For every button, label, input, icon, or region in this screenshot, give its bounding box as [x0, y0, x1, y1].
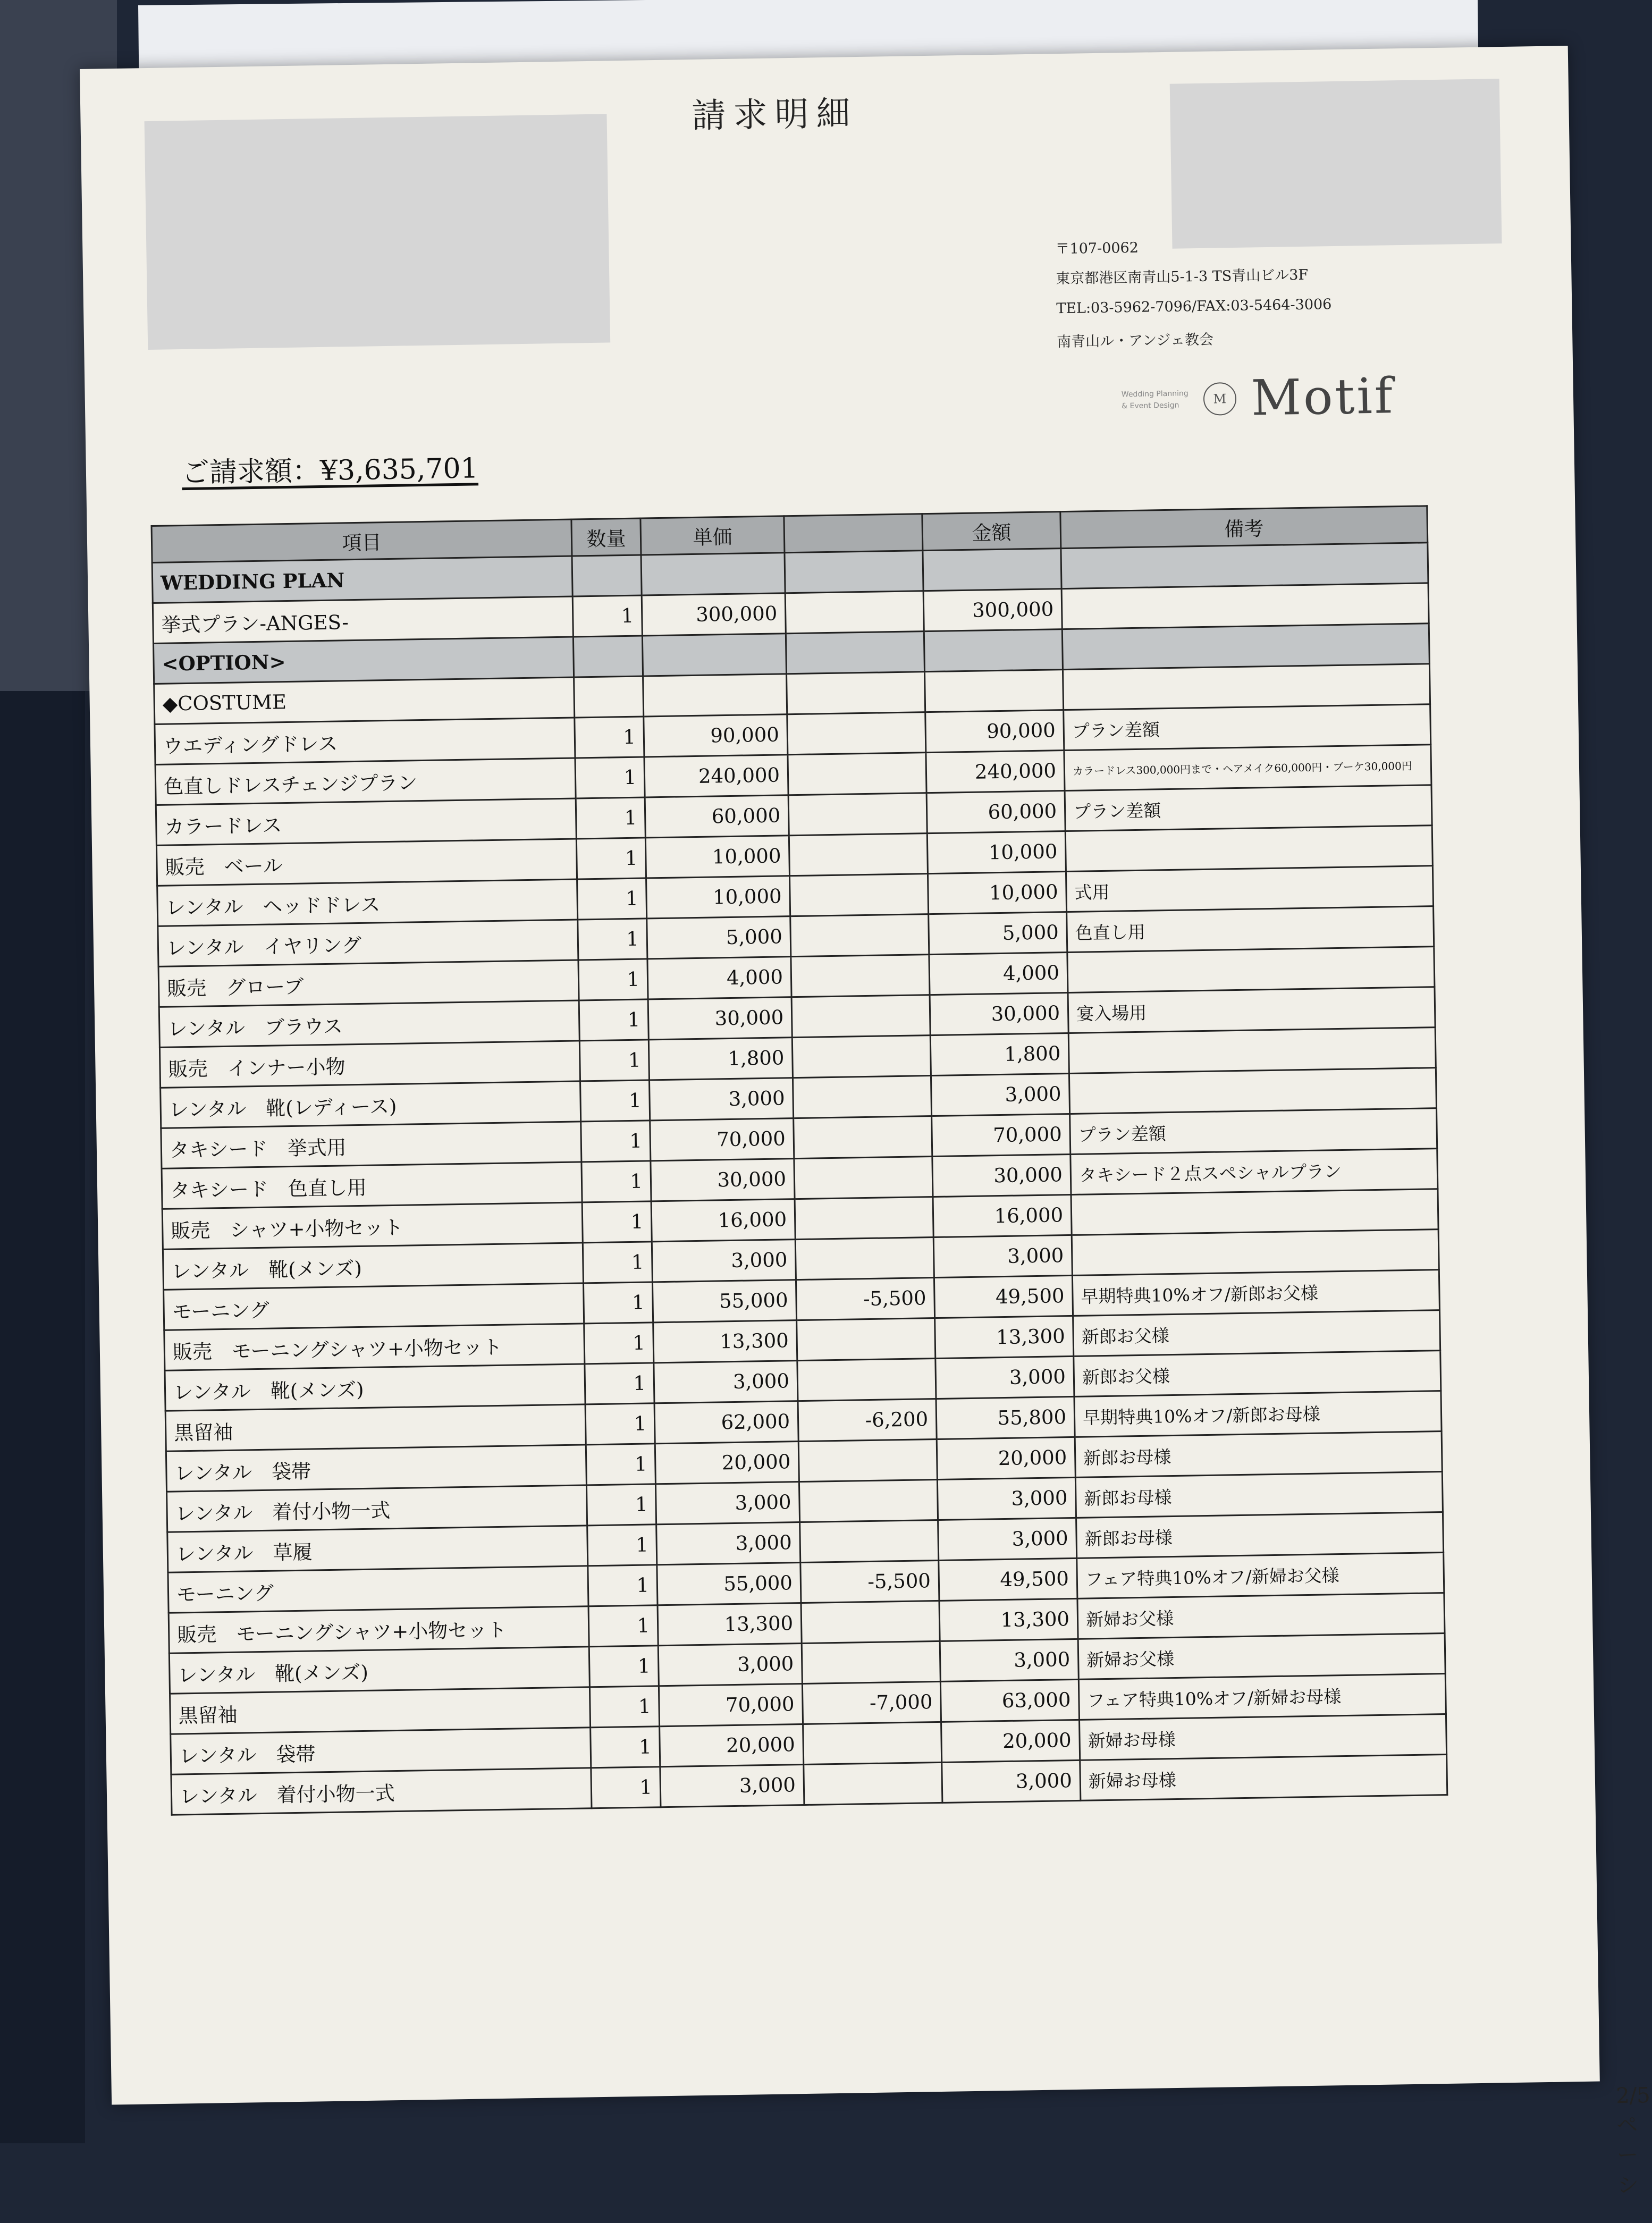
item-amount: 3,000 [940, 1639, 1078, 1681]
item-remarks [1061, 583, 1429, 629]
item-name: レンタル ブラウス [159, 1000, 579, 1047]
item-name: 黒留袖 [165, 1404, 586, 1451]
header-remarks: 備考 [1060, 506, 1428, 549]
item-remarks: 新郎お父様 [1073, 1310, 1440, 1357]
item-qty: 1 [578, 959, 648, 1000]
item-unit-price: 60,000 [645, 795, 789, 838]
item-name: 販売 シャツ+小物セット [162, 1202, 583, 1249]
item-unit-price: 3,000 [656, 1522, 800, 1565]
item-amount: 4,000 [929, 953, 1068, 995]
item-qty: 1 [582, 1201, 652, 1243]
invoice-table-body [152, 543, 1447, 1815]
item-discount [791, 955, 930, 997]
item-name: レンタル 袋帯 [166, 1445, 586, 1492]
item-name: 販売 モーニングシャツ+小物セット [168, 1606, 589, 1653]
invoice-table [150, 505, 1448, 1815]
item-unit-price: 240,000 [644, 755, 788, 797]
empty-cell [785, 551, 923, 593]
item-discount: -5,500 [800, 1560, 939, 1603]
item-discount [801, 1601, 940, 1643]
item-unit-price: 20,000 [655, 1442, 799, 1484]
street-address: 東京都港区南青山5-1-3 TS青山ビル3F [1056, 266, 1309, 288]
item-name: モーニング [168, 1566, 588, 1613]
item-remarks [1069, 1068, 1436, 1114]
item-remarks: 早期特典10%オフ/新郎お父様 [1072, 1270, 1439, 1316]
item-qty: 1 [586, 1484, 656, 1526]
item-name: レンタル 靴(メンズ) [169, 1647, 589, 1694]
item-qty: 1 [585, 1403, 655, 1445]
item-discount [794, 1116, 932, 1159]
item-remarks: 色直し用 [1067, 906, 1434, 953]
item-unit-price: 70,000 [650, 1118, 794, 1161]
header-amount: 金額 [922, 512, 1061, 551]
section-label: ◆COSTUME [154, 677, 575, 724]
item-name: レンタル イヤリング [158, 920, 578, 966]
item-discount: -6,200 [798, 1399, 937, 1442]
item-name: タキシード 挙式用 [161, 1122, 581, 1168]
item-amount: 3,000 [933, 1235, 1072, 1277]
item-amount: 3,000 [942, 1760, 1081, 1803]
item-remarks: 新婦お父様 [1078, 1633, 1445, 1680]
item-name: レンタル 靴(メンズ) [165, 1364, 585, 1411]
item-amount: 60,000 [926, 791, 1065, 833]
item-amount: 30,000 [930, 993, 1068, 1035]
item-unit-price: 1,800 [648, 1038, 793, 1080]
item-amount: 20,000 [937, 1437, 1075, 1479]
item-remarks [1072, 1230, 1439, 1276]
empty-cell [924, 629, 1063, 672]
item-amount: 49,500 [939, 1558, 1077, 1601]
item-name: 販売 グローブ [158, 960, 579, 1007]
item-unit-price: 10,000 [645, 836, 789, 878]
item-discount: -5,500 [796, 1278, 934, 1320]
item-unit-price: 3,000 [652, 1240, 796, 1282]
item-qty: 1 [588, 1565, 658, 1606]
item-unit-price: 70,000 [659, 1684, 803, 1727]
item-unit-price: 55,000 [652, 1280, 796, 1323]
item-discount: -7,000 [802, 1681, 941, 1724]
item-discount [804, 1762, 942, 1805]
item-discount [791, 995, 930, 1038]
item-name: レンタル 袋帯 [171, 1728, 591, 1774]
item-name: 販売 インナー小物 [159, 1041, 580, 1088]
empty-cell [787, 672, 925, 714]
phone-fax: TEL:03-5962-7096/FAX:03-5464-3006 [1056, 296, 1332, 317]
item-name: レンタル 靴(メンズ) [163, 1243, 583, 1290]
item-remarks [1068, 1028, 1436, 1074]
item-remarks [1065, 826, 1432, 872]
item-unit-price: 30,000 [651, 1159, 795, 1201]
item-qty: 1 [591, 1727, 660, 1768]
header-qty: 数量 [571, 518, 641, 556]
item-remarks: 新婦お母様 [1080, 1754, 1447, 1800]
empty-cell [1063, 664, 1430, 710]
item-discount [790, 914, 929, 957]
item-name: 販売 モーニングシャツ+小物セット [164, 1324, 585, 1370]
item-amount: 63,000 [940, 1679, 1079, 1722]
item-amount: 13,300 [935, 1316, 1074, 1358]
header-item: 項目 [151, 519, 572, 562]
item-amount: 300,000 [923, 589, 1062, 631]
item-qty: 1 [588, 1605, 658, 1647]
item-unit-price: 20,000 [660, 1724, 804, 1767]
item-discount [797, 1359, 936, 1401]
amount-due: ご請求額：¥3,635,701 [181, 452, 479, 490]
item-qty: 1 [581, 1161, 651, 1202]
redacted-block-right [1170, 79, 1502, 249]
motif-logo [1121, 367, 1395, 428]
item-amount: 49,500 [934, 1275, 1073, 1318]
empty-cell [643, 674, 787, 717]
item-unit-price: 55,000 [657, 1563, 801, 1605]
item-unit-price: 13,300 [653, 1320, 797, 1363]
item-unit-price: 3,000 [655, 1482, 799, 1525]
item-remarks: 式用 [1066, 866, 1433, 912]
empty-cell [1061, 543, 1428, 589]
item-amount: 3,000 [931, 1073, 1069, 1116]
item-amount: 3,000 [937, 1477, 1076, 1520]
item-unit-price: 3,000 [654, 1361, 798, 1403]
item-unit-price: 13,300 [658, 1603, 802, 1646]
item-discount [795, 1197, 933, 1240]
item-discount [800, 1520, 939, 1562]
empty-cell [1062, 624, 1429, 670]
item-discount [794, 1157, 933, 1199]
postal-code: 〒107-0062 [1055, 239, 1139, 258]
header-discount [784, 514, 923, 553]
item-qty: 1 [589, 1646, 659, 1687]
item-name: 黒留袖 [170, 1687, 591, 1734]
item-qty: 1 [576, 838, 646, 879]
item-discount [793, 1076, 931, 1118]
item-name: レンタル 草履 [167, 1526, 588, 1572]
item-amount: 3,000 [935, 1356, 1074, 1399]
item-qty: 1 [578, 919, 647, 960]
item-name: レンタル 靴(レディース) [161, 1081, 581, 1128]
item-name: レンタル ヘッドドレス [157, 879, 578, 926]
item-remarks: フェア特典10%オフ/新婦お父様 [1077, 1553, 1444, 1599]
logo-mark-icon: M [1203, 382, 1236, 415]
item-name: 販売 ベール [156, 839, 577, 886]
item-qty: 1 [579, 999, 648, 1041]
item-discount [798, 1439, 937, 1481]
item-name: タキシード 色直し用 [162, 1162, 582, 1209]
item-unit-price: 3,000 [658, 1644, 802, 1686]
item-remarks: 早期特典10%オフ/新郎お母様 [1074, 1391, 1442, 1437]
item-unit-price: 90,000 [644, 714, 788, 757]
empty-cell [641, 553, 785, 595]
item-discount [788, 753, 926, 795]
item-qty: 1 [583, 1282, 653, 1324]
item-qty: 1 [587, 1525, 657, 1566]
item-remarks: タキシード２点スペシャルプラン [1071, 1149, 1438, 1195]
item-unit-price: 30,000 [648, 997, 792, 1040]
item-unit-price: 10,000 [646, 876, 790, 919]
item-qty: 1 [577, 878, 647, 920]
item-remarks: 新郎お父様 [1074, 1351, 1441, 1397]
item-discount [795, 1237, 934, 1280]
item-unit-price: 3,000 [660, 1765, 804, 1807]
item-amount: 20,000 [941, 1720, 1080, 1762]
item-amount: 30,000 [932, 1154, 1071, 1197]
item-remarks: プラン差額 [1064, 704, 1431, 751]
logo-tagline: Wedding Planning & Event Design [1121, 389, 1189, 410]
item-unit-price: 5,000 [647, 916, 791, 959]
item-name: レンタル 着付小物一式 [167, 1485, 587, 1532]
item-amount: 10,000 [927, 831, 1066, 874]
item-qty: 1 [584, 1323, 654, 1364]
item-amount: 16,000 [933, 1194, 1072, 1237]
item-qty: 1 [589, 1686, 659, 1728]
item-qty: 1 [572, 595, 642, 637]
empty-cell [573, 636, 643, 677]
item-remarks: カラードレス300,000円まで・ヘアメイク60,000円・ブーケ30,000円 [1064, 745, 1431, 791]
item-qty: 1 [575, 717, 644, 758]
item-name: ウエディングドレス [155, 718, 575, 764]
item-name: 挙式プラン-ANGES- [153, 596, 573, 643]
item-unit-price: 4,000 [647, 957, 791, 999]
item-remarks: フェア特典10%オフ/新婦お母様 [1078, 1674, 1446, 1720]
item-qty: 1 [579, 1040, 649, 1081]
item-discount [789, 833, 928, 876]
item-amount: 55,800 [936, 1396, 1075, 1439]
church-name: 南青山ル・アンジェ教会 [1057, 331, 1214, 351]
page-number: 2/5ペーシ [1615, 2083, 1650, 2199]
item-remarks: 新郎お母様 [1076, 1512, 1444, 1559]
background-left-lower [0, 691, 85, 2143]
empty-cell [642, 634, 786, 676]
item-amount: 10,000 [928, 872, 1066, 914]
item-discount [803, 1722, 942, 1764]
item-remarks [1071, 1189, 1438, 1235]
item-amount: 240,000 [926, 751, 1065, 793]
item-name: カラードレス [156, 798, 576, 845]
section-label: WEDDING PLAN [152, 556, 572, 603]
company-address [1055, 230, 1332, 324]
item-amount: 70,000 [932, 1114, 1071, 1156]
item-qty: 1 [575, 757, 645, 798]
item-discount [797, 1318, 935, 1361]
logo-wordmark: Motif [1250, 367, 1395, 427]
item-discount [788, 793, 927, 836]
item-remarks: 新婦お父様 [1077, 1593, 1445, 1639]
item-discount [785, 591, 924, 634]
item-remarks: 宴入場用 [1068, 987, 1435, 1033]
item-qty: 1 [576, 797, 645, 839]
empty-cell [925, 670, 1064, 712]
item-discount [792, 1035, 931, 1078]
section-label: <OPTION> [153, 637, 574, 684]
item-unit-price: 3,000 [650, 1078, 794, 1121]
item-unit-price: 300,000 [642, 593, 786, 636]
item-discount [787, 712, 926, 755]
item-name: 色直しドレスチェンジプラン [155, 758, 576, 805]
item-amount: 3,000 [938, 1518, 1077, 1560]
item-unit-price: 16,000 [651, 1199, 795, 1242]
item-qty: 1 [580, 1080, 650, 1122]
item-amount: 13,300 [939, 1598, 1078, 1641]
empty-cell [786, 631, 924, 674]
item-name: レンタル 着付小物一式 [171, 1768, 592, 1815]
item-discount [802, 1641, 940, 1683]
document-title: 請求明細 [691, 94, 858, 136]
item-remarks [1067, 947, 1435, 993]
item-remarks: プラン差額 [1065, 785, 1432, 831]
item-qty: 1 [581, 1121, 651, 1162]
item-unit-price: 62,000 [654, 1401, 798, 1444]
item-remarks: 新郎お母様 [1075, 1472, 1443, 1518]
item-discount [799, 1479, 938, 1522]
item-amount: 90,000 [925, 710, 1064, 753]
empty-cell [572, 555, 642, 596]
item-discount [790, 874, 929, 916]
item-qty: 1 [586, 1444, 655, 1485]
empty-cell [574, 676, 644, 718]
item-qty: 1 [585, 1363, 654, 1404]
item-remarks: 新婦お母様 [1080, 1714, 1447, 1761]
empty-cell [923, 549, 1061, 591]
header-unit-price: 単価 [640, 516, 785, 555]
item-remarks: 新郎お母様 [1075, 1432, 1442, 1478]
item-amount: 5,000 [929, 912, 1067, 955]
item-qty: 1 [591, 1767, 661, 1808]
item-remarks: プラン差額 [1070, 1108, 1437, 1155]
item-name: モーニング [164, 1283, 584, 1330]
redacted-block-left [145, 114, 611, 350]
item-amount: 1,800 [930, 1033, 1069, 1076]
invoice-page [80, 46, 1650, 2199]
item-qty: 1 [583, 1242, 652, 1283]
